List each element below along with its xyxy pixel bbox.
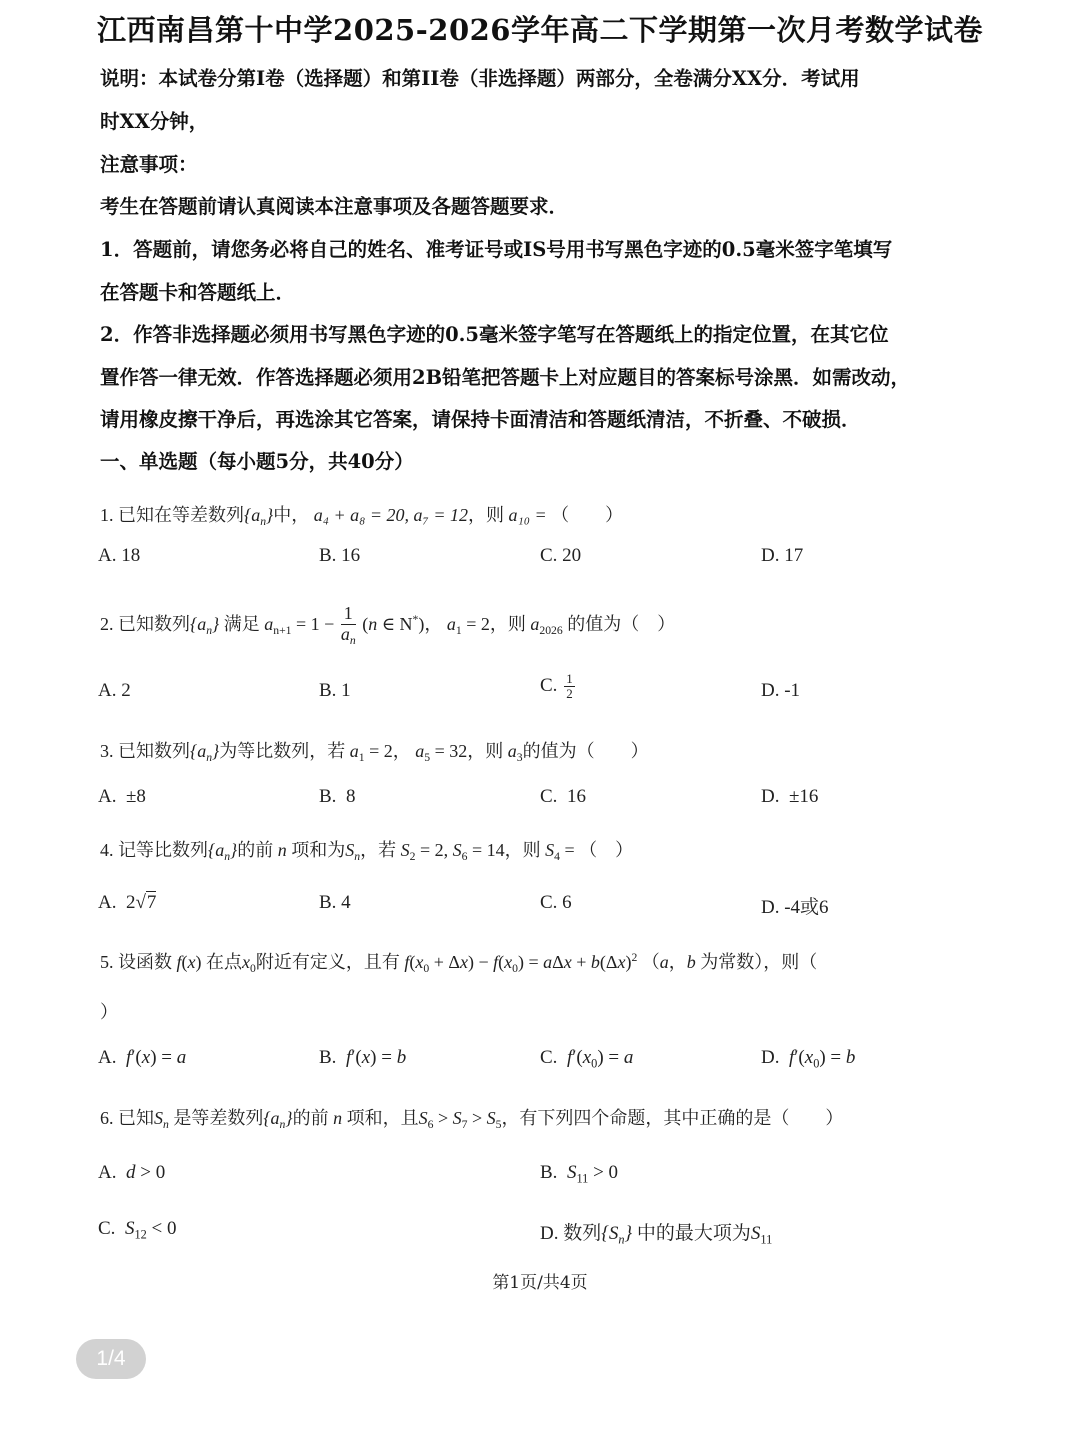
fraction-one-half: $\frac{1}{2}$ bbox=[566, 671, 573, 702]
question-5: 5. 设函数 f(x) 在点$x_0$附近有定义，且有 $f(x_0 + \Delta x) - f(x_0) = a\Delta x + b(\Delta x)^2$ （a，b 为常数），则（ bbox=[100, 950, 818, 976]
question-number: 6. bbox=[100, 1108, 114, 1128]
q1-given: a₄ + a₈ = 20, a₇ = 12 bbox=[313, 505, 468, 525]
page-footer: 第1页/共4页 bbox=[492, 1273, 588, 1293]
q3-option-a[interactable]: A. ±8 bbox=[98, 786, 146, 807]
notice-item-1-line1: 1．答题前，请您务必将自己的姓名、准考证号或IS号用书写黑色字迹的0.5毫米签字笔填写 bbox=[100, 238, 893, 261]
question-3: 3. 已知数列$\{a_n\}$为等比数列，若 $a_1 = 2$， $a_5 = 32$，则 $a_3$的值为（ ） bbox=[100, 741, 649, 765]
page-indicator[interactable]: 1/4 bbox=[76, 1339, 146, 1379]
page-title: 江西南昌第十中学2025-2026学年高二下学期第一次月考数学试卷 bbox=[97, 13, 983, 47]
notice-item-2-line2: 置作答一律无效．作答选择题必须用2B铅笔把答题卡上对应题目的答案标号涂黑．如需改动， bbox=[100, 366, 911, 389]
q5-option-b[interactable]: B. f′(x) = b bbox=[319, 1047, 407, 1068]
q5-option-a[interactable]: A. f′(x) = a bbox=[98, 1047, 187, 1068]
q6-option-c[interactable]: C. $S_{12} < 0$ bbox=[98, 1218, 177, 1242]
notice-intro: 考生在答题前请认真阅读本注意事项及各题答题要求． bbox=[100, 195, 569, 218]
q3-option-b[interactable]: B. 8 bbox=[319, 786, 356, 807]
q6-option-d[interactable]: D. 数列$\{S_n\}$ 中的最大项为$S_{11}$ bbox=[540, 1223, 773, 1247]
question-number: 5. bbox=[100, 952, 114, 972]
q1-option-b[interactable]: B. 16 bbox=[319, 545, 361, 566]
question-number: 1. bbox=[100, 505, 114, 525]
question-6: 6. 已知$S_n$ 是等差数列$\{a_n\}$的前 n 项和，且$S_6 > S_7 > S_5$，有下列四个命题，其中正确的是（ ） bbox=[100, 1108, 844, 1132]
question-1: 1. 已知在等差数列$\{a_n\}$中， a₄ + a₈ = 20, a₇ = 12，则 a₁₀ = （ ） bbox=[100, 505, 624, 529]
q4-option-d[interactable]: D. -4或6 bbox=[761, 897, 829, 918]
q1-option-d[interactable]: D. 17 bbox=[761, 545, 804, 566]
q4-option-c[interactable]: C. 6 bbox=[540, 892, 572, 913]
question-number: 2. bbox=[100, 614, 114, 635]
q2-option-d[interactable]: D. -1 bbox=[761, 680, 801, 701]
q4-option-b[interactable]: B. 4 bbox=[319, 892, 351, 913]
q3-option-c[interactable]: C. 16 bbox=[540, 786, 586, 807]
question-4: 4. 记等比数列$\{a_n\}$的前 n 项和为$S_n$，若 $S_2 = 2$, $S_6 = 14$，则 $S_4$ = （ ） bbox=[100, 840, 634, 864]
q1-option-c[interactable]: C. 20 bbox=[540, 545, 582, 566]
q1-ask: a₁₀ = bbox=[508, 505, 547, 525]
answer-blank: （ ） bbox=[551, 505, 624, 525]
notice-item-2-line3: 请用橡皮擦干净后，再选涂其它答案，请保持卡面清洁和答题纸清洁，不折叠、不破损． bbox=[100, 408, 861, 431]
fraction-1-over-an: $\frac{1}{a_n}$ bbox=[340, 603, 356, 647]
option-value: 16 bbox=[566, 786, 586, 807]
q6-option-b[interactable]: B. $S_{11} > 0$ bbox=[540, 1162, 619, 1186]
instructions-line1: 说明：本试卷分第I卷（选择题）和第II卷（非选择题）两部分，全卷满分XX分．考试用 bbox=[100, 67, 860, 90]
option-value: ±16 bbox=[788, 786, 819, 807]
question-2: 2. 已知数列$\{a_n\}$ 满足 $a_{n+1} = 1$ − $\frac{1}{a_n}$ (n ∈ N*)， $a_1 = 2$，则 $a_{2026}$ 的值为（ ） bbox=[100, 603, 676, 647]
question-number: 4. bbox=[100, 840, 114, 860]
q1-option-a[interactable]: A. 18 bbox=[98, 545, 141, 566]
notice-heading: 注意事项： bbox=[100, 153, 198, 176]
q3-option-d[interactable]: D. ±16 bbox=[761, 786, 819, 807]
q4-option-a[interactable]: A. 2√7 bbox=[98, 892, 157, 913]
notice-item-2-line1: 2．作答非选择题必须用书写黑色字迹的0.5毫米签字笔写在答题纸上的指定位置，在其它位 bbox=[100, 323, 889, 346]
option-value: 8 bbox=[345, 786, 356, 807]
section-heading: 一、单选题（每小题5分，共40分） bbox=[100, 450, 414, 473]
q5-option-c[interactable]: C. $f'(x_0) = a$ bbox=[540, 1047, 634, 1071]
q2-option-b[interactable]: B. 1 bbox=[319, 680, 351, 701]
q2-option-c[interactable]: C. $\frac{1}{2}$ bbox=[540, 671, 573, 702]
q2-option-a[interactable]: A. 2 bbox=[98, 680, 131, 701]
q5-option-d[interactable]: D. $f'(x_0) = b$ bbox=[761, 1047, 856, 1071]
notice-item-1-line2: 在答题卡和答题纸上． bbox=[100, 281, 296, 304]
question-5-continuation: ） bbox=[100, 1002, 118, 1022]
question-number: 3. bbox=[100, 741, 114, 761]
option-value: ±8 bbox=[125, 786, 146, 807]
q6-option-a[interactable]: A. d > 0 bbox=[98, 1162, 166, 1183]
instructions-line2: 时XX分钟， bbox=[100, 110, 209, 133]
